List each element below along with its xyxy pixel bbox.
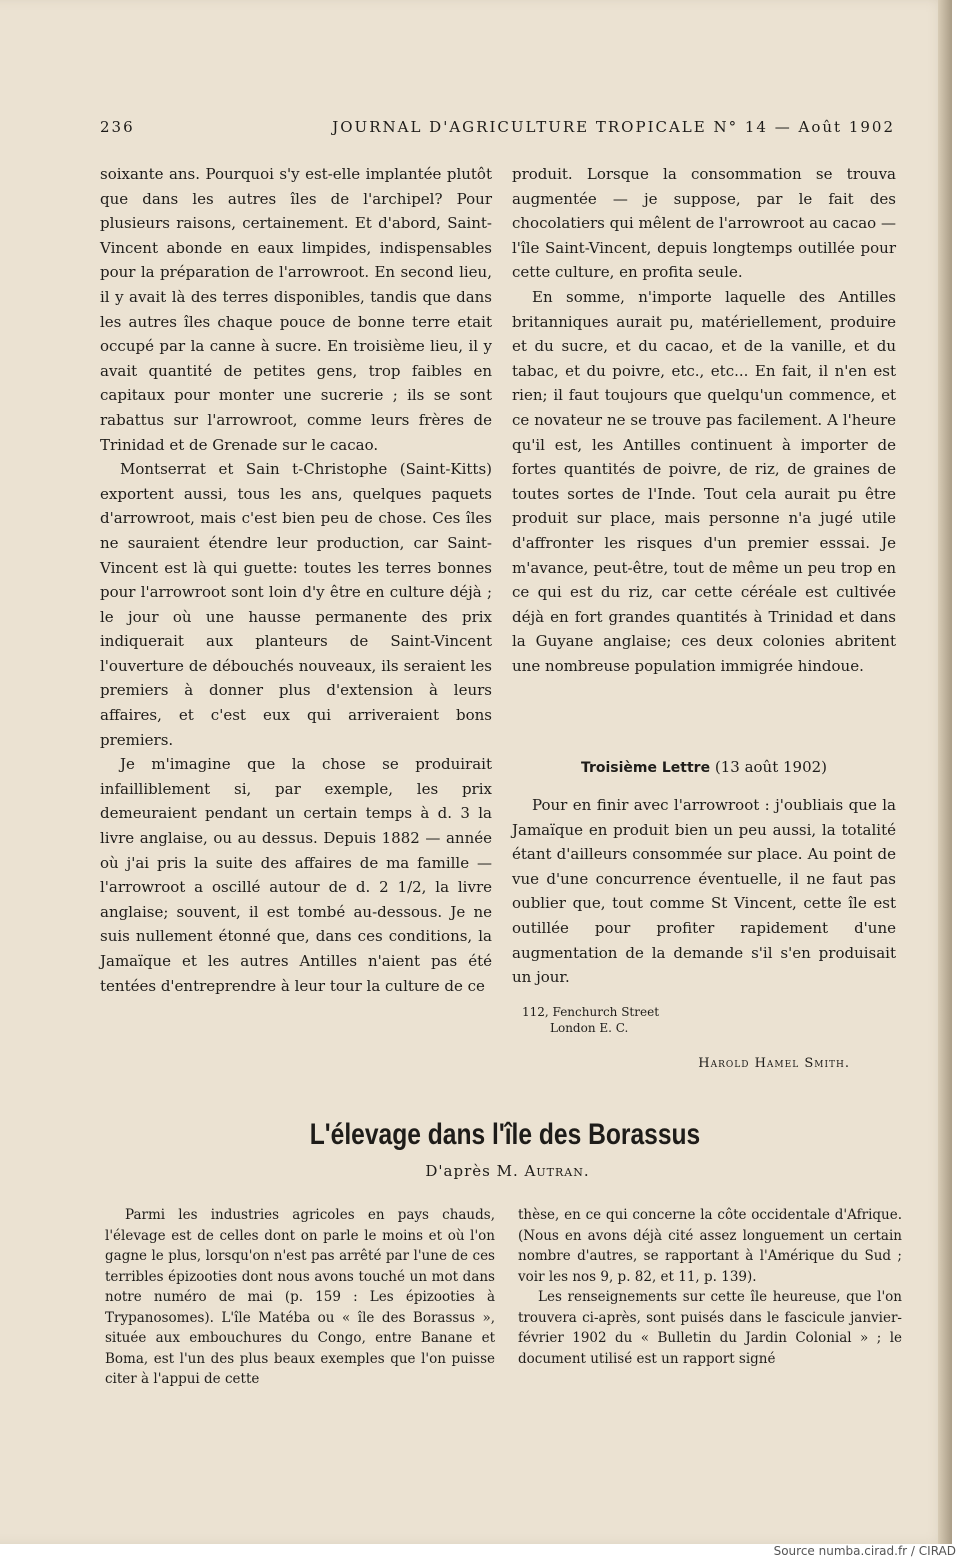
- byline-prefix: D'après M.: [425, 1162, 519, 1180]
- right-column: [512, 162, 896, 678]
- paragraph: soixante ans. Pourquoi s'y est-elle implantée plutôt que dans les autres îles de l'archipel? Pour plusieurs raisons, certainement. Et d'abord, Saint-Vincent abonde en eaux limpides, indispensables pour la préparation de l'arrowroot. En second lieu, il y avait là des terres disponibles, tandis que dans les autres îles chaque pouce de bonne terre etait occupé par la canne à sucre. En troisième lieu, il y avait quantité de petites gens, trop faibles en capitaux pour monter une sucrerie ; ils se sont rabattus sur l'arrowroot, comme leurs frères de Trinidad et de Grenade sur le cacao.: [100, 165, 492, 454]
- address-line: London E. C.: [550, 1021, 629, 1035]
- signature: Harold Hamel Smith.: [698, 1056, 850, 1071]
- paragraph: thèse, en ce qui concerne la côte occidentale d'Afrique. (Nous en avons déjà cité assez longuement un certain nombre d'autres, se rapportant à l'Amérique du Sud ; voir les nos 9, p. 82, et 11, p. 139).: [518, 1207, 902, 1285]
- third-letter-body: [512, 793, 896, 990]
- left-column: [100, 162, 492, 998]
- third-letter-heading: [512, 758, 896, 776]
- paragraph: Parmi les industries agricoles en pays chauds, l'élevage est de celles dont on parle le moins et où l'on gagne le plus, lorsqu'on n'est pas arrêté par l'une de ces terribles épizooties dont nous avons touché un mot dans notre numéro de mai (p. 159 : Les épizooties à Trypanosomes). L'île Matéba ou « île des Borassus », située aux embouchures du Congo, entre Banane et Boma, est l'un des plus beaux exemples que l'on puisse citer à l'appui de cette: [105, 1207, 495, 1387]
- running-header: [100, 118, 895, 136]
- paragraph: Les renseignements sur cette île heureuse, que l'on trouvera ci-après, sont puisés dans le fascicule janvier-février 1902 du « Bulletin du Jardin Colonial » ; le document utilisé est un rapport signé: [518, 1289, 902, 1367]
- article-right-column: [518, 1205, 902, 1369]
- address-line: 112, Fenchurch Street: [522, 1005, 660, 1019]
- running-title: JOURNAL D'AGRICULTURE TROPICALE N° 14 — Août 1902: [332, 118, 895, 136]
- source-credit: Source numba.cirad.fr / CIRAD: [773, 1544, 956, 1558]
- paragraph: En somme, n'importe laquelle des Antilles britanniques aurait pu, matériellement, produire et du sucre, et du cacao, et de la vanille, et du tabac, et du poivre, etc., etc... En fait, il n'en est rien; il faut toujours que quelqu'un commence, et ce novateur ne se trouve pas facilement. A l'heure qu'il est, les Antilles continuent à importer de fortes quantités de poivre, de riz, de graines de toutes sortes de l'Inde. Tout cela aurait pu être produit sur place, mais personne n'a jugé utile d'affronter les risques d'un premier esssai. Je m'avance, peut-être, tout de même un peu trop en ce qui est du riz, car cette céréale est cultivée déjà en fort grandes quantités à Trinidad et dans la Guyane anglaise; ces deux colonies abritent une nombreuse population immigrée hindoue.: [512, 287, 896, 675]
- sender-address: [522, 1004, 659, 1036]
- letter-date: (13 août 1902): [714, 758, 828, 776]
- article-byline: [0, 1162, 966, 1180]
- paragraph: produit. Lorsque la consommation se trouva augmentée — je suppose, par le fait des chocolatiers qui mêlent de l'arrowroot au cacao — l'île Saint-Vincent, depuis longtemps outillée pour cette culture, en profita seule.: [512, 165, 896, 282]
- byline-author: Autran.: [524, 1162, 590, 1180]
- article-title: L'élevage dans l'île des Borassus: [309, 1118, 701, 1151]
- page-number: 236: [100, 118, 135, 136]
- paragraph: Je m'imagine que la chose se produirait infailliblement si, par exemple, les prix demeuraient pendant un certain temps à d. 3 la livre anglaise, ou au dessus. Depuis 1882 — année où j'ai pris la suite des affaires de ma famille — l'arrowroot a oscillé autour de d. 2 1/2, la livre anglaise; souvent, il est tombé au-dessous. Je ne suis nullement étonné que, dans ces conditions, la Jamaïque et les autres Antilles n'aient pas été tentées d'entreprendre à leur tour la culture de ce: [100, 755, 492, 995]
- article-left-column: [105, 1205, 495, 1390]
- letter-title: Troisième Lettre: [580, 760, 711, 776]
- paragraph: Pour en finir avec l'arrowroot : j'oubliais que la Jamaïque en produit bien un peu aussi, la totalité étant d'ailleurs consommée sur place. Au point de vue d'une concurrence éventuelle, il ne faut pas oublier que, tout comme St Vincent, cette île est outillée pour profiter rapidement d'une augmentation de la demande s'il s'en produisait un jour.: [512, 796, 896, 987]
- paragraph: Montserrat et Sain t-Christophe (Saint-Kitts) exportent aussi, tous les ans, quelques paquets d'arrowroot, mais c'est bien peu de chose. Ces îles ne sauraient étendre leur production, car Saint-Vincent est là qui guette: toutes les terres bonnes pour l'arrowroot sont loin d'y être en culture déjà ; le jour où une hausse permanente des prix indiquerait aux planteurs de Saint-Vincent l'ouverture de débouchés nouveaux, ils seraient les premiers à donner plus d'extension à leurs affaires, et c'est eux qui arriveraient bons premiers.: [100, 460, 492, 749]
- page-binding-edge: [938, 0, 952, 1544]
